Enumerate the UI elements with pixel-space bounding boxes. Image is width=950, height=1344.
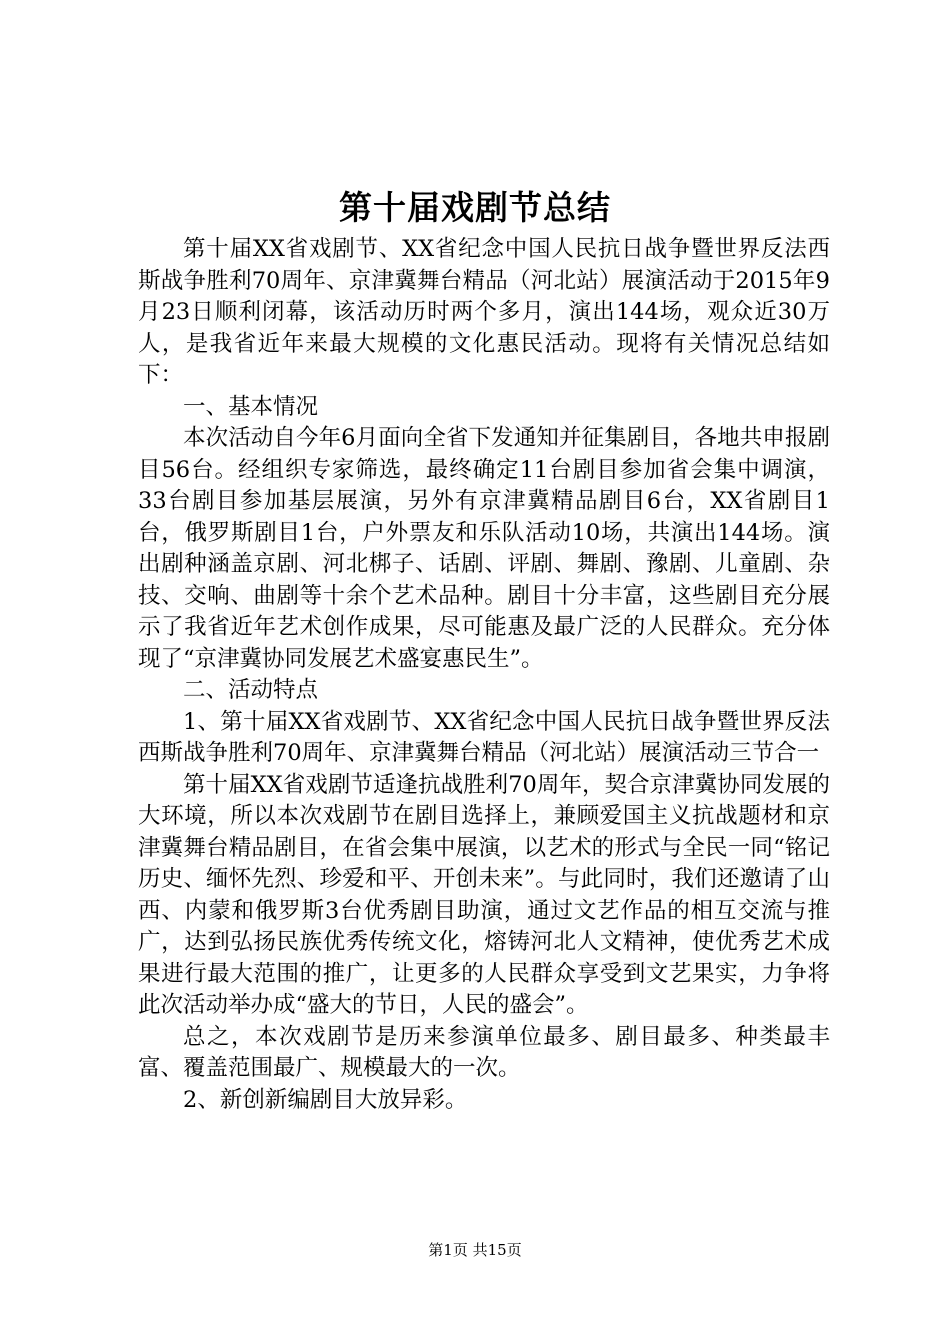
page-footer: 第1页 共15页 (428, 1241, 522, 1259)
document-title: 第十届戏剧节总结 (339, 188, 611, 227)
paragraph-intro: 第十届XX省戏剧节、XX省纪念中国人民抗日战争暨世界反法西斯战争胜利70周年、京津冀舞台精品（河北站）展演活动于2015年9月23日顺利闭幕，该活动历时两个多月，演出144场，观众近30万人，是我省近年来最大规模的文化惠民活动。现将有关情况总结如下： (138, 236, 830, 388)
document-body (138, 234, 830, 1116)
heading-activity-features: 二、活动特点 (183, 677, 319, 703)
heading-basic-situation: 一、基本情况 (183, 393, 319, 420)
paragraph-feature-1-title: 1、第十届XX省戏剧节、XX省纪念中国人民抗日战争暨世界反法西斯战争胜利70周年、京津冀舞台精品（河北站）展演活动三节合一 (138, 708, 830, 766)
paragraph-feature-1-body: 第十届XX省戏剧节适逢抗战胜利70周年，契合京津冀协同发展的大环境，所以本次戏剧节在剧目选择上，兼顾爱国主义抗战题材和京津冀舞台精品剧目，在省会集中展演，以艺术的形式与全民一同“铭记历史、缅怀先烈、珍爱和平、开创未来”。与此同时，我们还邀请了山西、内蒙和俄罗斯3台优秀剧目助演，通过文艺作品的相互交流与推广，达到弘扬民族优秀传统文化，熔铸河北人文精神，使优秀艺术成果进行最大范围的推广，让更多的人民群众享受到文艺果实，力争将此次活动举办成“盛大的节日，人民的盛会”。 (138, 771, 830, 1018)
paragraph-summary: 总之，本次戏剧节是历来参演单位最多、剧目最多、种类最丰富、覆盖范围最广、规模最大的一次。 (138, 1023, 830, 1081)
paragraph-basic-situation: 本次活动自今年6月面向全省下发通知并征集剧目，各地共申报剧目56台。经组织专家筛选，最终确定11台剧目参加省会集中调演，33台剧目参加基层展演，另外有京津冀精品剧目6台，XX省剧目1台，俄罗斯剧目1台，户外票友和乐队活动10场，共演出144场。演出剧种涵盖京剧、河北梆子、话剧、评剧、舞剧、豫剧、儿童剧、杂技、交响、曲剧等十余个艺术品种。剧目十分丰富，这些剧目充分展示了我省近年艺术创作成果，尽可能惠及最广泛的人民群众。充分体现了“京津冀协同发展艺术盛宴惠民生”。 (138, 425, 830, 672)
paragraph-feature-2-title: 2、新创新编剧目大放异彩。 (183, 1086, 468, 1113)
